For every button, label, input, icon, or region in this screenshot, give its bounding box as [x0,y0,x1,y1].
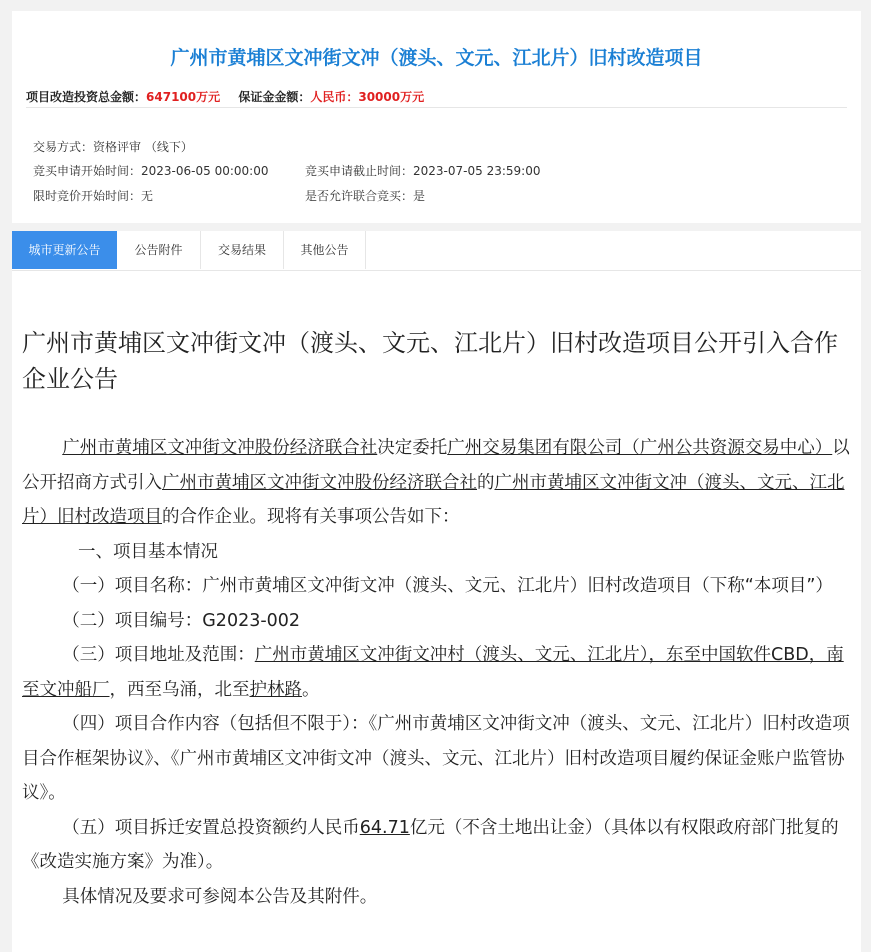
joint-bid-label: 是否允许联合竞买： [305,189,414,203]
trade-mode-label: 交易方式： [33,140,94,154]
text-fragment: （五）项目拆迁安置总投资额约人民币 [62,817,360,838]
agency-link: 广州交易集团有限公司（广州公共资源交易中心） [447,438,833,458]
entity-link: 广州市黄埔区文冲街文冲股份经济联合社 [162,472,477,493]
closing-line: 具体情况及要求可参阅本公告及其附件。 [62,886,378,907]
deposit-label: 保证金金额： [238,90,311,104]
road-text: 护林路 [249,679,302,700]
divider [26,107,847,108]
text-fragment: 。 [302,679,320,700]
announcement-title: 广州市黄埔区文冲街文冲（渡头、文元、江北片）旧村改造项目公开引入合作企业公告 [22,329,838,393]
text-fragment: 决定委托 [377,438,448,458]
tab-bar [12,231,861,271]
joint-bid [305,187,425,204]
invest-value: 647100万元 [146,90,221,104]
announcement-card [12,231,861,952]
text-fragment: （三）项目地址及范围： [62,645,255,665]
text-fragment: 亿元（不含土地出让金）（具体以有权限政府部门批复的《改造实施方案》为准）。 [22,817,839,872]
text-fragment: 以公开招商方式引入 [22,438,850,493]
apply-end-label: 竞买申请截止时间： [305,164,414,178]
intro-paragraph [22,431,850,535]
project-title: 广州市黄埔区文冲街文冲（渡头、文元、江北片）旧村改造项目 [170,47,703,69]
joint-bid-value: 是 [413,189,426,203]
apply-end [305,162,540,179]
deposit-currency: 人民币： [310,90,359,104]
item-project-address [22,638,850,707]
item-project-number: （二）项目编号：G2023-002 [62,610,301,631]
project-summary-card [12,11,861,223]
tab-attachments[interactable]: 公告附件 [117,231,201,269]
apply-start-label: 竞买申请开始时间： [33,164,142,178]
item-investment [22,811,850,880]
trade-mode [33,138,193,155]
tab-city-renewal[interactable]: 城市更新公告 [12,231,118,269]
tab-other[interactable]: 其他公告 [284,231,366,269]
text-fragment: 的 [477,472,495,493]
apply-end-value: 2023-07-05 23:59:00 [413,164,541,178]
deposit-value: 30000万元 [358,90,425,104]
trade-mode-value: 资格评审 （线下） [93,140,193,154]
apply-start-value: 2023-06-05 00:00:00 [141,164,269,178]
invest-label: 项目改造投资总金额： [26,90,147,104]
money-row [26,88,424,105]
item-project-name: （一）项目名称：广州市黄埔区文冲街文冲（渡头、文元、江北片）旧村改造项目（下称“本项目”） [62,576,833,596]
item-cooperation-content: （四）项目合作内容（包括但不限于）：《广州市黄埔区文冲街文冲（渡头、文元、江北片）旧村改造项目合作框架协议》、《广州市黄埔区文冲街文冲（渡头、文元、江北片）旧村改造项目履约保证金账户监管协议》。 [22,714,850,803]
bid-start-value: 无 [141,189,154,203]
section-heading: 一、项目基本情况 [78,541,218,562]
entity-link: 广州市黄埔区文冲街文冲股份经济联合社 [62,438,378,458]
text-fragment: 的合作企业。现将有关事项公告如下： [162,507,460,527]
investment-amount: 64.71 [359,817,410,838]
tab-results[interactable]: 交易结果 [201,231,284,269]
bid-start-label: 限时竞价开始时间： [33,189,142,203]
text-fragment: ，西至乌涌，北至 [109,679,250,700]
project-link: 广州市黄埔区文冲街文冲（渡头、文元、江北片）旧村改造项目 [22,472,845,527]
address-text: 广州市黄埔区文冲街文冲村（渡头、文元、江北片），东至中国软件CBD，南至文冲船厂 [22,645,844,700]
apply-start [33,162,268,179]
announcement-body [22,431,850,914]
bid-start [33,187,153,204]
